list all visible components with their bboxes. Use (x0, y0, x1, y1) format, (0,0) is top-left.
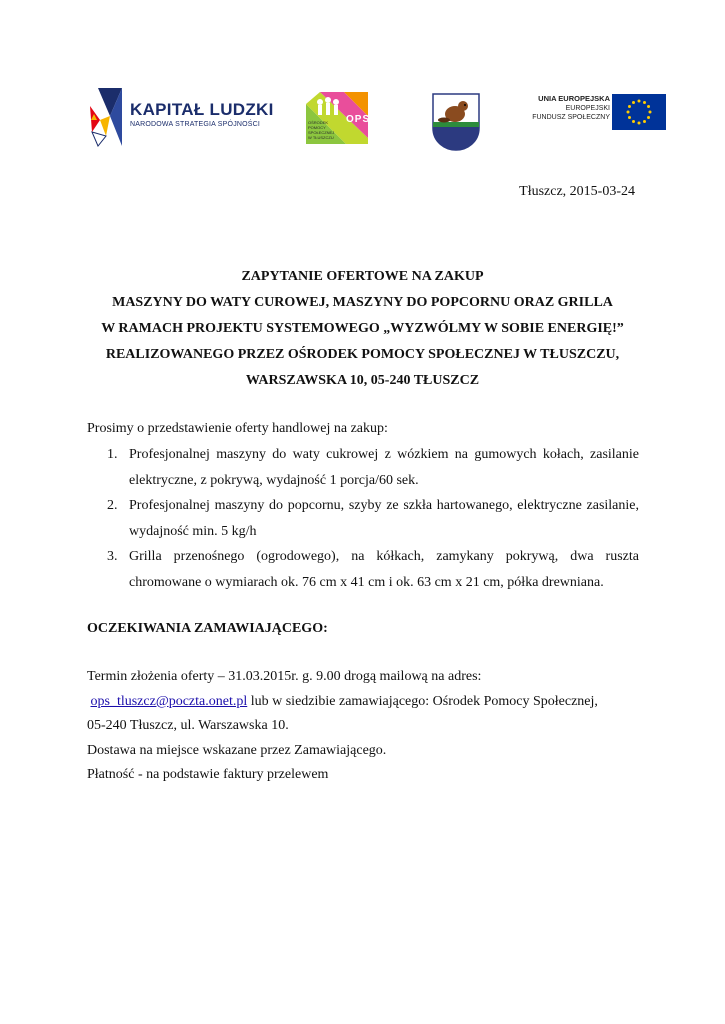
intro-text: Prosimy o przedstawienie oferty handlowej na zakup: (87, 421, 388, 436)
delivery-text: Dostawa na miejsce wskazane przez Zamawiającego. (87, 742, 387, 758)
list-item-text: Grilla przenośnego (ogrodowego), na kółkach, zamykany pokrywą, dwa ruszta chromowane o wymiarach ok. 76 cm x 41 cm i ok. 63 cm x 21 cm, półka drewniana. (129, 549, 639, 590)
eu-logo-line1: UNIA EUROPEJSKA (538, 94, 610, 103)
list-item (87, 544, 639, 595)
eu-star-icon (647, 116, 650, 119)
eu-star-icon (647, 105, 650, 108)
ops-logo-caption: OŚRODEK POMOCY SPOŁECZNEJ W TŁUSZCZU (308, 120, 335, 140)
title-line: ZAPYTANIE OFERTOWE NA ZAKUP (241, 269, 484, 284)
kapital-ludzki-logo (88, 86, 274, 148)
list-item (87, 493, 639, 544)
eu-star-icon (628, 116, 631, 119)
eu-star-icon (628, 105, 631, 108)
list-item-number: 2. (107, 498, 118, 513)
tluszcz-crest-logo (431, 92, 481, 152)
list-item-number: 1. (107, 447, 118, 462)
ops-logo (306, 92, 371, 144)
eu-logo-line2: EUROPEJSKI (565, 104, 610, 112)
ops-logo-letters: OPS (346, 114, 371, 125)
email-link[interactable]: ops_tluszcz@poczta.onet.pl (90, 693, 248, 709)
eu-logo-line3: FUNDUSZ SPOŁECZNY (532, 114, 610, 121)
section-heading: OCZEKIWANIA ZAMAWIAJĄCEGO: (87, 621, 328, 636)
logo-bar (0, 82, 725, 154)
eu-star-icon (638, 100, 641, 103)
eu-star-icon (643, 101, 646, 104)
coat-of-arms-icon (431, 92, 481, 152)
title-line: W RAMACH PROJEKTU SYSTEMOWEGO „WYZWÓLMY W SOBIE ENERGIĘ!” (101, 321, 624, 336)
eu-star-icon (643, 120, 646, 123)
eu-star-icon (632, 120, 635, 123)
title-line: MASZYNY DO WATY CUROWEJ, MASZYNY DO POPCORNU ORAZ GRILLA (112, 295, 613, 310)
title-line: REALIZOWANEGO PRZEZ OŚRODEK POMOCY SPOŁECZNEJ W TŁUSZCZU, (105, 347, 620, 362)
eu-flag-icon (612, 94, 666, 130)
eu-star-icon (638, 122, 641, 125)
eu-star-icon (632, 101, 635, 104)
address-line2: 05-240 Tłuszcz, ul. Warszawska 10. (87, 718, 289, 733)
eu-logo-text (532, 94, 610, 123)
payment-text: Płatność - na podstawie faktury przelewem (87, 767, 329, 782)
deadline-text: Termin złożenia oferty – 31.03.2015r. g. 9.00 drogą mailową na adres: (87, 669, 482, 684)
list-item-number: 3. (107, 549, 118, 564)
kapital-ludzki-title: KAPITAŁ LUDZKI (130, 100, 274, 119)
terms-section (87, 665, 639, 788)
list-item (87, 442, 639, 493)
list-item-text: Profesjonalnej maszyny do popcornu, szyby ze szkła hartowanego, elektryczne zasilanie, wydajność min. 5 kg/h (129, 498, 639, 539)
eu-logo (528, 94, 668, 132)
kapital-ludzki-subtitle: NARODOWA STRATEGIA SPÓJNOŚCI (130, 121, 261, 128)
address-paragraph (87, 690, 639, 715)
eu-star-icon (649, 111, 652, 114)
order-items-list (87, 442, 639, 595)
eu-star-icon (627, 111, 630, 114)
address-tail: lub w siedzibie zamawiającego: Ośrodek Pomocy Społecznej, (247, 693, 598, 709)
title-line: WARSZAWSKA 10, 05-240 TŁUSZCZ (245, 373, 480, 388)
list-item-text: Profesjonalnej maszyny do waty cukrowej z wózkiem na gumowych kołach, zasilanie elektryczne, z pokrywą, wydajność 1 porcja/60 sek. (129, 447, 639, 488)
kapital-ludzki-emblem-icon (88, 86, 128, 148)
document-date: Tłuszcz, 2015-03-24 (519, 184, 635, 199)
document-title (60, 264, 665, 394)
